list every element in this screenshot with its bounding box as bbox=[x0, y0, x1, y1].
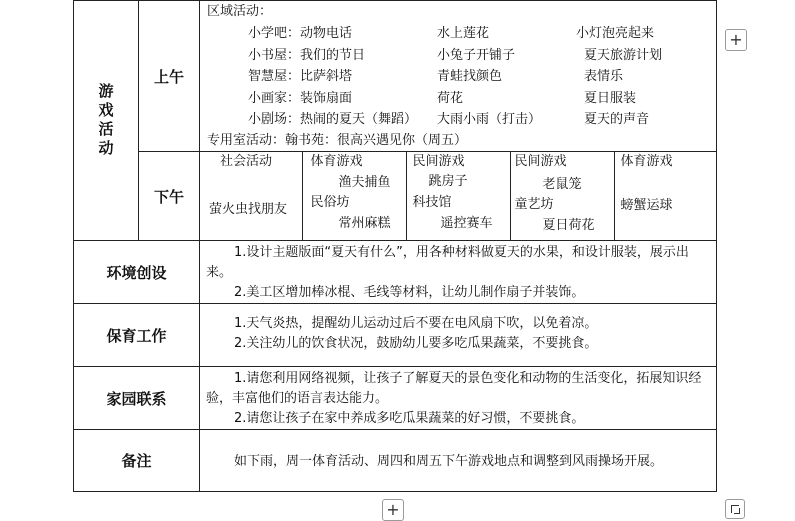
table-resize-icon[interactable] bbox=[725, 499, 745, 519]
zone-item: 表情乐 bbox=[584, 69, 624, 84]
pm-item: 萤火虫找朋友 bbox=[209, 202, 288, 217]
zone-item: 荷花 bbox=[437, 91, 464, 106]
zone-activity-cell bbox=[200, 1, 717, 152]
zone-item: 智慧屋：比萨斜塔 bbox=[248, 69, 353, 84]
pm-activity-cell bbox=[200, 152, 717, 241]
game-activity-label: 游戏活动 bbox=[96, 82, 115, 159]
care-content bbox=[200, 304, 717, 367]
home-line: 1.请您利用网络视频，让孩子了解夏天的景色变化和动物的生活变化，拓展知识经验，丰富他们的语言表达能力。 bbox=[206, 371, 702, 406]
zone-item: 青蛙找颜色 bbox=[437, 69, 503, 84]
pm-column-sports-1 bbox=[302, 152, 406, 240]
env-line: 1.设计主题版面“夏天有什么”，用各种材料做夏天的水果，和设计服装，展示出来。 bbox=[206, 245, 689, 280]
note-label: 备注 bbox=[74, 430, 200, 492]
zone-item: 小学吧：动物电话 bbox=[248, 26, 353, 41]
pm-column-title: 体育游戏 bbox=[310, 154, 363, 169]
home-label: 家园联系 bbox=[74, 367, 200, 430]
env-line: 2.美工区增加棒冰棍、毛线等材料，让幼儿制作扇子并装饰。 bbox=[234, 285, 585, 300]
zone-item: 水上莲花 bbox=[437, 26, 490, 41]
pm-column-title: 民间游戏 bbox=[412, 154, 465, 169]
pm-item: 民俗坊 bbox=[310, 195, 350, 210]
zone-item: 小画家：装饰扇面 bbox=[248, 91, 353, 106]
note-text: 如下雨，周一体育活动、周四和周五下午游戏地点和调整到风雨操场开展。 bbox=[234, 453, 664, 469]
pm-label: 下午 bbox=[139, 152, 200, 241]
care-line: 1.天气炎热，提醒幼儿运动过后不要在电风扇下吹，以免着凉。 bbox=[234, 316, 598, 331]
pm-item: 遥控赛车 bbox=[440, 216, 493, 231]
pm-item: 螃蟹运球 bbox=[620, 198, 673, 213]
add-column-button[interactable]: + bbox=[725, 29, 747, 51]
pm-column-social bbox=[200, 152, 302, 240]
pm-item: 渔夫捕鱼 bbox=[338, 175, 391, 190]
env-content bbox=[200, 241, 717, 304]
pm-item: 老鼠笼 bbox=[542, 177, 582, 192]
note-content bbox=[200, 430, 717, 492]
care-label: 保育工作 bbox=[74, 304, 200, 367]
pm-column-folk-1 bbox=[406, 152, 510, 240]
env-label: 环境创设 bbox=[74, 241, 200, 304]
zone-header: 区域活动： bbox=[207, 4, 273, 19]
zone-item: 小剧场：热闹的夏天（舞蹈） bbox=[248, 112, 418, 127]
add-row-button[interactable]: + bbox=[382, 499, 404, 521]
zone-item: 夏天旅游计划 bbox=[584, 48, 663, 63]
zone-item: 小兔子开铺子 bbox=[437, 48, 516, 63]
special-room-activity: 专用室活动：翰书苑：很高兴遇见你（周五） bbox=[207, 133, 468, 148]
zone-item: 夏天的声音 bbox=[584, 112, 650, 127]
pm-item: 跳房子 bbox=[428, 174, 468, 189]
pm-column-sports-2 bbox=[614, 152, 717, 240]
pm-column-folk-2 bbox=[510, 152, 614, 240]
home-content bbox=[200, 367, 717, 430]
care-line: 2.关注幼儿的饮食状况，鼓励幼儿要多吃瓜果蔬菜，不要挑食。 bbox=[234, 336, 598, 351]
weekly-plan-table bbox=[73, 0, 717, 492]
pm-activity-columns bbox=[200, 152, 717, 240]
pm-item: 童艺坊 bbox=[514, 197, 554, 212]
zone-item: 小书屋：我们的节日 bbox=[248, 48, 366, 63]
zone-item: 大雨小雨（打击） bbox=[437, 112, 542, 127]
pm-item: 夏日荷花 bbox=[542, 218, 595, 233]
game-activity-label-cell bbox=[74, 1, 139, 241]
pm-item: 常州麻糕 bbox=[338, 216, 391, 231]
am-label: 上午 bbox=[139, 1, 200, 152]
home-line: 2.请您让孩子在家中养成多吃瓜果蔬菜的好习惯，不要挑食。 bbox=[234, 411, 585, 426]
pm-column-title: 民间游戏 bbox=[514, 154, 567, 169]
zone-item: 夏日服装 bbox=[584, 91, 637, 106]
pm-item: 科技馆 bbox=[412, 195, 452, 210]
zone-item: 小灯泡亮起来 bbox=[576, 26, 655, 41]
pm-column-title: 体育游戏 bbox=[620, 154, 673, 169]
pm-column-title: 社会活动 bbox=[220, 154, 273, 169]
